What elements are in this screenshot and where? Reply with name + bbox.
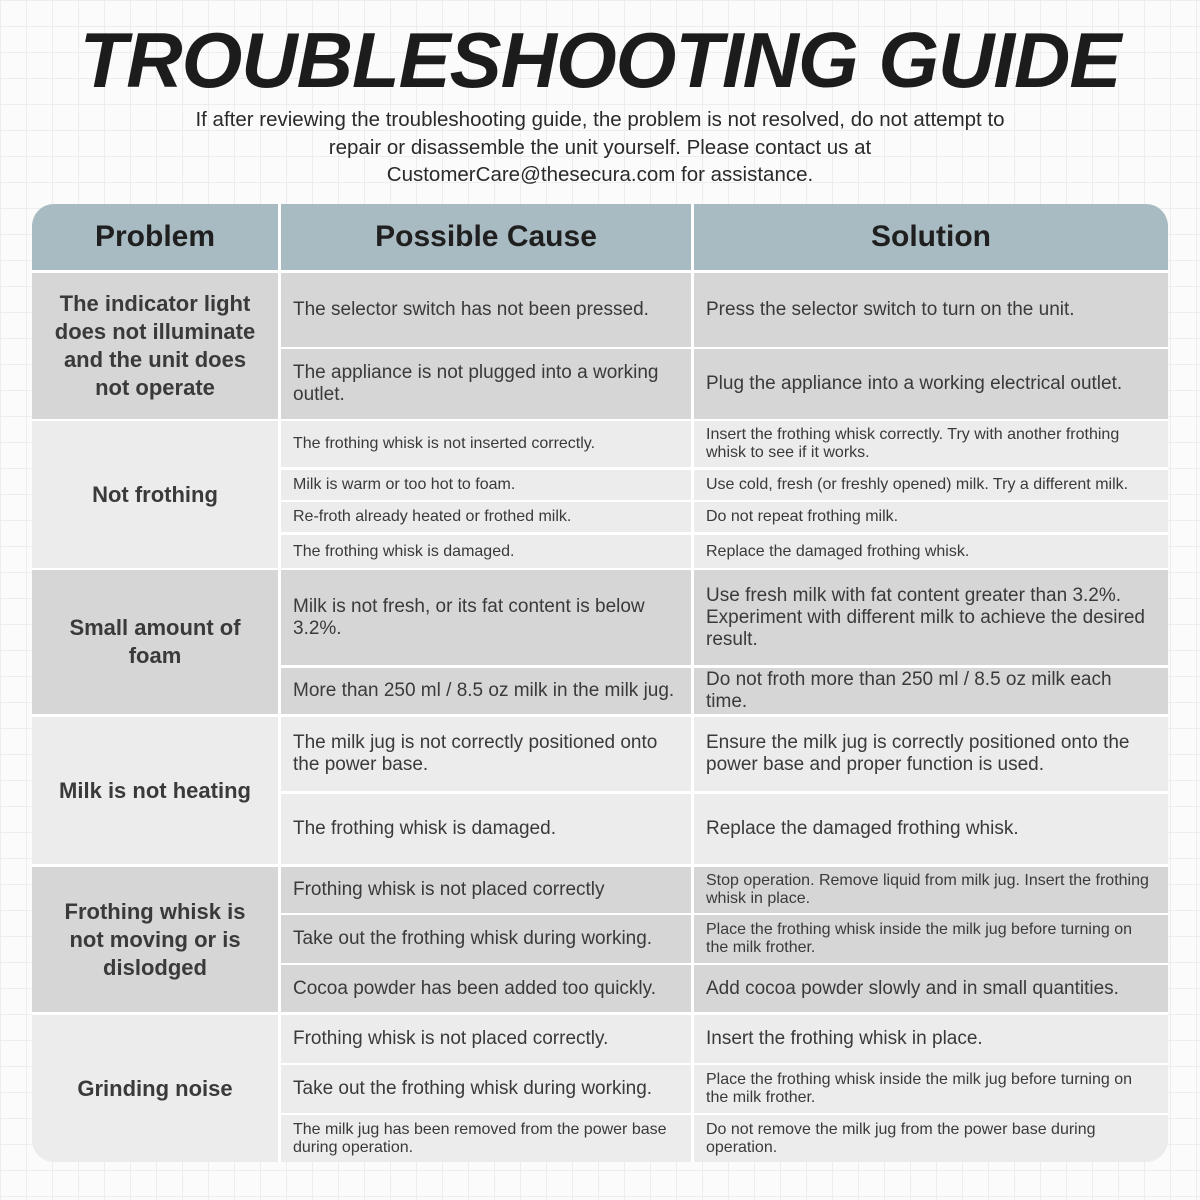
solution-cell: Ensure the milk jug is correctly positioned onto the power base and proper function is used. — [694, 717, 1168, 791]
solution-cell: Place the frothing whisk inside the milk jug before turning on the milk frother. — [694, 1065, 1168, 1113]
problem-cell: Milk is not heating — [32, 717, 278, 864]
solution-cell: Use fresh milk with fat content greater than 3.2%. Experiment with different milk to achieve the desired result. — [694, 570, 1168, 665]
solution-cell: Press the selector switch to turn on the unit. — [694, 273, 1168, 347]
intro-line: CustomerCare@thesecura.com for assistance. — [386, 163, 814, 186]
problem-cell: Frothing whisk is not moving or is dislodged — [32, 867, 278, 1012]
troubleshooting-table — [32, 204, 1168, 1162]
cause-text: Frothing whisk is not placed correctly — [293, 879, 605, 900]
solution-cell: Do not froth more than 250 ml / 8.5 oz milk each time. — [694, 668, 1168, 714]
solution-cell: Insert the frothing whisk in place. — [694, 1015, 1168, 1063]
solution-cell: Plug the appliance into a working electrical outlet. — [694, 349, 1168, 419]
cause-cell: Milk is warm or too hot to foam. — [281, 470, 691, 500]
header-problem: Problem — [32, 204, 278, 270]
cause-cell: The selector switch has not been pressed. — [281, 273, 691, 347]
header-solution: Solution — [694, 204, 1168, 270]
solution-cell: Add cocoa powder slowly and in small quantities. — [694, 965, 1168, 1012]
cause-cell — [281, 915, 691, 963]
intro-line: If after reviewing the troubleshooting guide, the problem is not resolved, do not attempt to — [195, 108, 1005, 131]
cause-cell: Cocoa powder has been added too quickly. — [281, 965, 691, 1012]
cause-cell: The milk jug is not correctly positioned onto the power base. — [281, 717, 691, 791]
problem-cell: Small amount of foam — [32, 570, 278, 714]
solution-cell: Place the frothing whisk inside the milk jug before turning on the milk frother. — [694, 915, 1168, 963]
solution-cell: Do not remove the milk jug from the power base during operation. — [694, 1115, 1168, 1162]
solution-cell: Stop operation. Remove liquid from milk jug. Insert the frothing whisk in place. — [694, 867, 1168, 913]
solution-cell: Replace the damaged frothing whisk. — [694, 535, 1168, 568]
cause-cell: The frothing whisk is not inserted correctly. — [281, 421, 691, 467]
cause-cell: Frothing whisk is not placed correctly. — [281, 1015, 691, 1063]
solution-cell: Replace the damaged frothing whisk. — [694, 794, 1168, 864]
problem-cell: Grinding noise — [32, 1015, 278, 1162]
cause-cell: The milk jug has been removed from the power base during operation. — [281, 1115, 691, 1162]
cause-cell: The frothing whisk is damaged. — [281, 794, 691, 864]
cause-cell: The appliance is not plugged into a working outlet. — [281, 349, 691, 419]
solution-cell: Use cold, fresh (or freshly opened) milk. Try a different milk. — [694, 470, 1168, 500]
cause-cell: More than 250 ml / 8.5 oz milk in the milk jug. — [281, 668, 691, 714]
cause-cell: Milk is not fresh, or its fat content is below 3.2%. — [281, 570, 691, 665]
cause-cell: Re-froth already heated or frothed milk. — [281, 502, 691, 532]
cause-cell: Take out the frothing whisk during working. — [281, 1065, 691, 1113]
cause-cell — [281, 867, 691, 913]
problem-cell: The indicator light does not illuminate and the unit does not operate — [32, 273, 278, 419]
intro-text — [150, 106, 1050, 189]
header-cause: Possible Cause — [281, 204, 691, 270]
intro-line: repair or disassemble the unit yourself. Please contact us at — [328, 135, 872, 159]
solution-cell: Do not repeat frothing milk. — [694, 502, 1168, 532]
solution-cell: Insert the frothing whisk correctly. Try with another frothing whisk to see if it works. — [694, 421, 1168, 467]
cause-text: Take out the frothing whisk during working. — [293, 928, 653, 949]
page-title: TROUBLESHOOTING GUIDE — [79, 16, 1121, 104]
problem-cell: Not frothing — [32, 421, 278, 568]
cause-cell: The frothing whisk is damaged. — [281, 535, 691, 568]
